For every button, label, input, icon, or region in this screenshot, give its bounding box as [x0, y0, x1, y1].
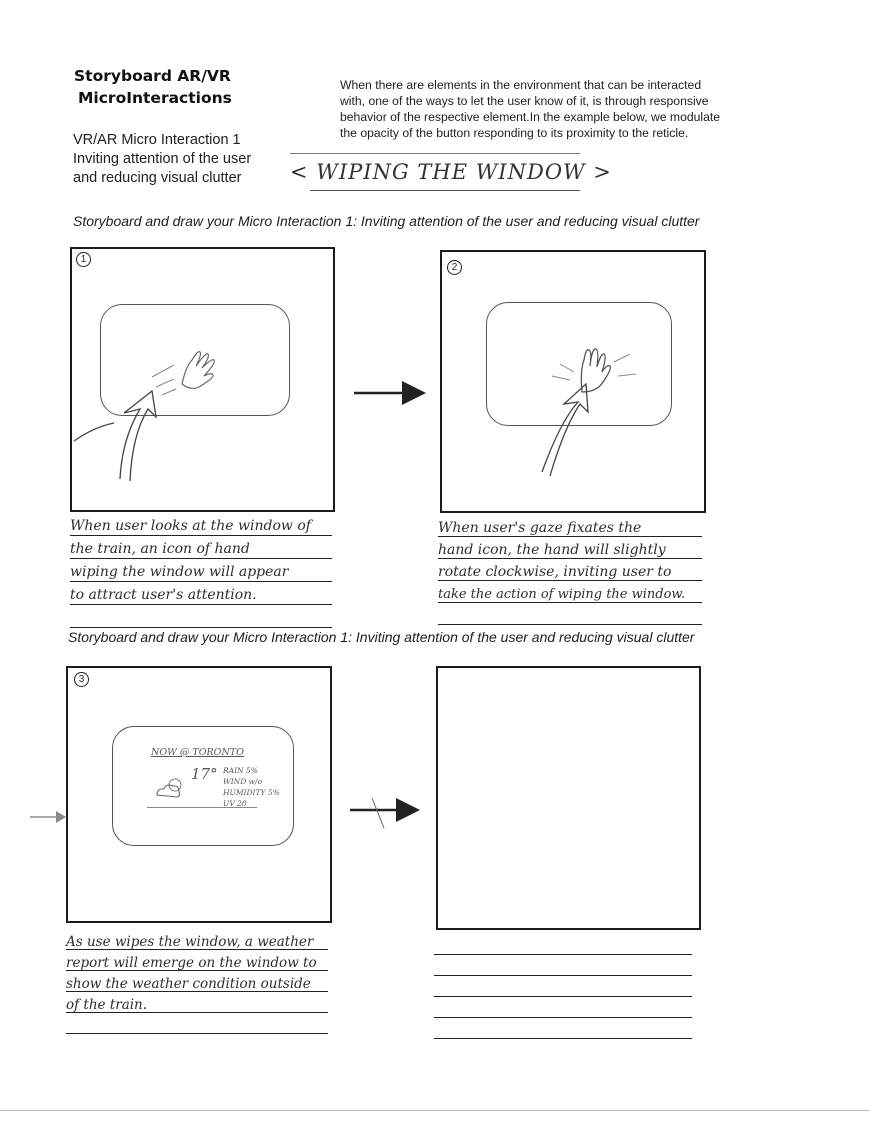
panel-2-notes: [438, 517, 702, 627]
note-text: When user looks at the window of: [70, 518, 311, 534]
note-line: [66, 973, 328, 994]
note-text: the train, an icon of hand: [70, 541, 250, 557]
arrow-right-icon: [352, 378, 428, 408]
weather-rain: RAIN 5%: [223, 766, 258, 775]
storyboard-panel-4: [436, 666, 701, 930]
gaze-arrow-icon: [442, 252, 704, 511]
weather-location: NOW @ TORONTO: [151, 747, 244, 758]
title-underline: [310, 190, 580, 191]
panel-3-notes: [66, 931, 328, 1036]
handwritten-title: < WIPING THE WINDOW >: [290, 160, 612, 184]
note-line: [438, 517, 702, 539]
note-line: [434, 957, 692, 978]
note-line: [434, 999, 692, 1020]
panel-4-notes: [434, 936, 692, 1041]
title-rule: [290, 153, 580, 154]
weather-details: [223, 765, 280, 809]
note-text: to attract user's attention.: [70, 587, 257, 603]
gaze-arrow-icon: [72, 249, 333, 510]
note-text: hand icon, the hand will slightly: [438, 542, 666, 558]
description-line: the opacity of the button responding to its proximity to the reticle.: [340, 126, 689, 140]
weather-uv: UV 20: [223, 799, 247, 808]
subtitle-line: Inviting attention of the user: [73, 151, 252, 167]
note-line: [434, 1020, 692, 1041]
description-line: When there are elements in the environment that can be interacted: [340, 78, 702, 92]
note-line: [438, 605, 702, 627]
note-text: of the train.: [66, 997, 148, 1013]
panel-number: 3: [74, 672, 89, 687]
storyboard-panel-2: [440, 250, 706, 513]
description: [340, 77, 720, 141]
note-line: [438, 539, 702, 561]
cloud-sun-icon: [153, 775, 187, 799]
note-line: [434, 978, 692, 999]
pointer-arrow-icon: [28, 808, 68, 826]
section-heading-1: Storyboard and draw your Micro Interaction 1: Inviting attention of the user and reducing visual clutter: [73, 213, 700, 229]
note-line: [438, 583, 702, 605]
subtitle-line: VR/AR Micro Interaction 1: [73, 132, 241, 148]
weather-temperature: 17°: [191, 765, 218, 783]
description-line: with, one of the ways to let the user know of it, is through responsive: [340, 94, 709, 108]
weather-rule: [147, 807, 257, 808]
note-line: [70, 515, 332, 538]
note-line: [70, 538, 332, 561]
note-line: [438, 561, 702, 583]
page-title-line1: Storyboard AR/VR: [74, 67, 231, 85]
section-heading-2: Storyboard and draw your Micro Interaction 1: Inviting attention of the user and reducing visual clutter: [68, 629, 695, 645]
subtitle: [73, 131, 251, 188]
note-line: [70, 607, 332, 630]
note-line: [66, 1015, 328, 1036]
subtitle-line: and reducing visual clutter: [73, 170, 242, 186]
note-line: [66, 931, 328, 952]
scan-edge: [0, 1110, 870, 1111]
note-text: As use wipes the window, a weather: [66, 934, 314, 950]
panel-1-notes: [70, 515, 332, 630]
note-text: report will emerge on the window to: [66, 955, 317, 971]
note-line: [70, 561, 332, 584]
weather-humidity: HUMIDITY 5%: [223, 788, 280, 797]
note-text: wiping the window will appear: [70, 564, 289, 580]
weather-wind: WIND w/o: [223, 777, 263, 786]
panel-number: 2: [447, 260, 462, 275]
note-line: [434, 936, 692, 957]
page-title-line2: MicroInteractions: [78, 89, 232, 107]
train-window-sketch: [112, 726, 294, 846]
note-text: rotate clockwise, inviting user to: [438, 564, 672, 580]
description-line: behavior of the respective element.In the example below, we modulate: [340, 110, 721, 124]
note-text: show the weather condition outside: [66, 976, 311, 992]
storyboard-panel-3: [66, 666, 332, 923]
note-line: [70, 584, 332, 607]
note-line: [66, 952, 328, 973]
arrow-right-icon: [348, 794, 424, 834]
note-line: [66, 994, 328, 1015]
panel-number: 1: [76, 252, 91, 267]
note-text: take the action of wiping the window.: [438, 587, 686, 602]
note-text: When user's gaze fixates the: [438, 520, 642, 536]
storyboard-panel-1: [70, 247, 335, 512]
